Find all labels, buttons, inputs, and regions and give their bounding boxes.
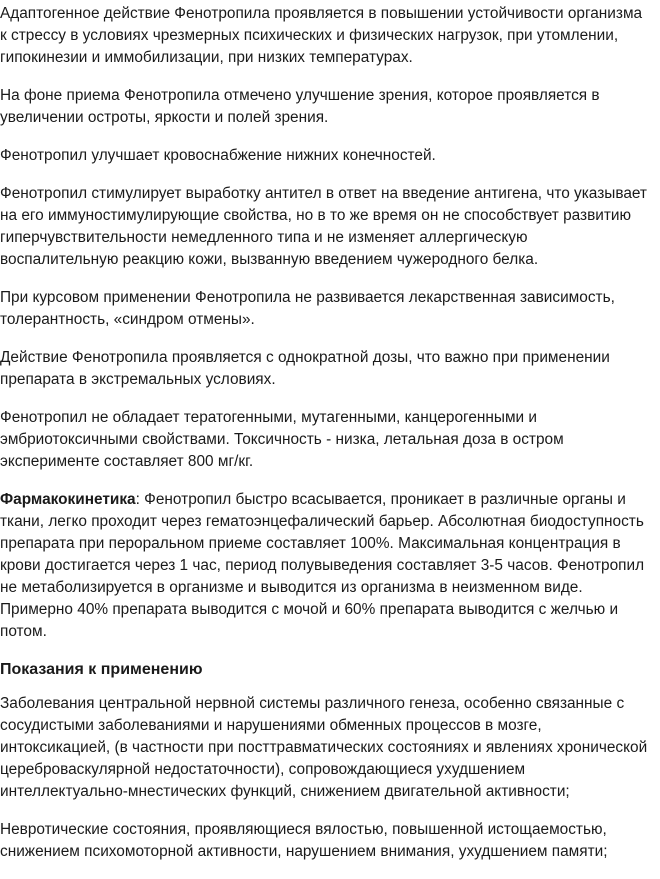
- paragraph-neurotic-states: Невротические состояния, проявляющиеся вялостью, повышенной истощаемостью, снижением психомоторной активности, нарушением внимания, ухудшением памяти;: [0, 821, 608, 860]
- paragraph-adaptogenic: Адаптогенное действие Фенотропила проявляется в повышении устойчивости организма к стрессу в условиях чрезмерных психических и физических нагрузок, при утомлении, гипокинезии и иммобилизации, при низких температурах.: [0, 5, 643, 66]
- paragraph-immune: Фенотропил стимулирует выработку антител в ответ на введение антигена, что указывает на его иммуностимулирующие свойства, но в то же время он не способствует развитию гиперчувствительности немедленного типа и не изменяет аллергическую воспалительную реакцию кожи, вызванную введением чужеродного белка.: [0, 185, 647, 268]
- pharmacokinetics-text: : Фенотропил быстро всасывается, проникает в различные органы и ткани, легко проходит через гематоэнцефалический барьер. Абсолютная биодоступность препарата при пероральном приеме составляет 100%. Максимальная концентрация в крови достигается через 1 час, период полувыведения составляет 3-5 часов. Фенотропил не метаболизируется в организме и выводится из организма в неизменном виде. Примерно 40% препарата выводится с мочой и 60% препарата выводится с желчью и потом.: [0, 491, 645, 640]
- paragraph-blood-supply: Фенотропил улучшает кровоснабжение нижних конечностей.: [0, 147, 436, 164]
- paragraph-dependence: При курсовом применении Фенотропила не развивается лекарственная зависимость, толерантность, «синдром отмены».: [0, 289, 615, 328]
- pharmacokinetics-label: Фармакокинетика: [0, 491, 136, 508]
- paragraph-vision: На фоне приема Фенотропила отмечено улучшение зрения, которое проявляется в увеличении остроты, яркости и полей зрения.: [0, 87, 600, 126]
- paragraph-pharmacokinetics: [0, 489, 650, 643]
- indications-heading: Показания к применению: [0, 661, 203, 678]
- paragraph-single-dose: Действие Фенотропила проявляется с однократной дозы, что важно при применении препарата в экстремальных условиях.: [0, 349, 610, 388]
- paragraph-cns-diseases: Заболевания центральной нервной системы различного генеза, особенно связанные с сосудистыми заболеваниями и нарушениями обменных процессов в мозге, интоксикацией, (в частности при посттравматических состояниях и явлениях хронической цереброваскулярной недостаточности), сопровождающиеся ухудшением интеллектуально-мнестических функций, снижением двигательной активности;: [0, 695, 648, 800]
- paragraph-toxicity: Фенотропил не обладает тератогенными, мутагенными, канцерогенными и эмбриотоксичными свойствами. Токсичность - низка, летальная доза в остром эксперименте составляет 800 мг/кг.: [0, 409, 564, 470]
- article-body: [0, 3, 650, 879]
